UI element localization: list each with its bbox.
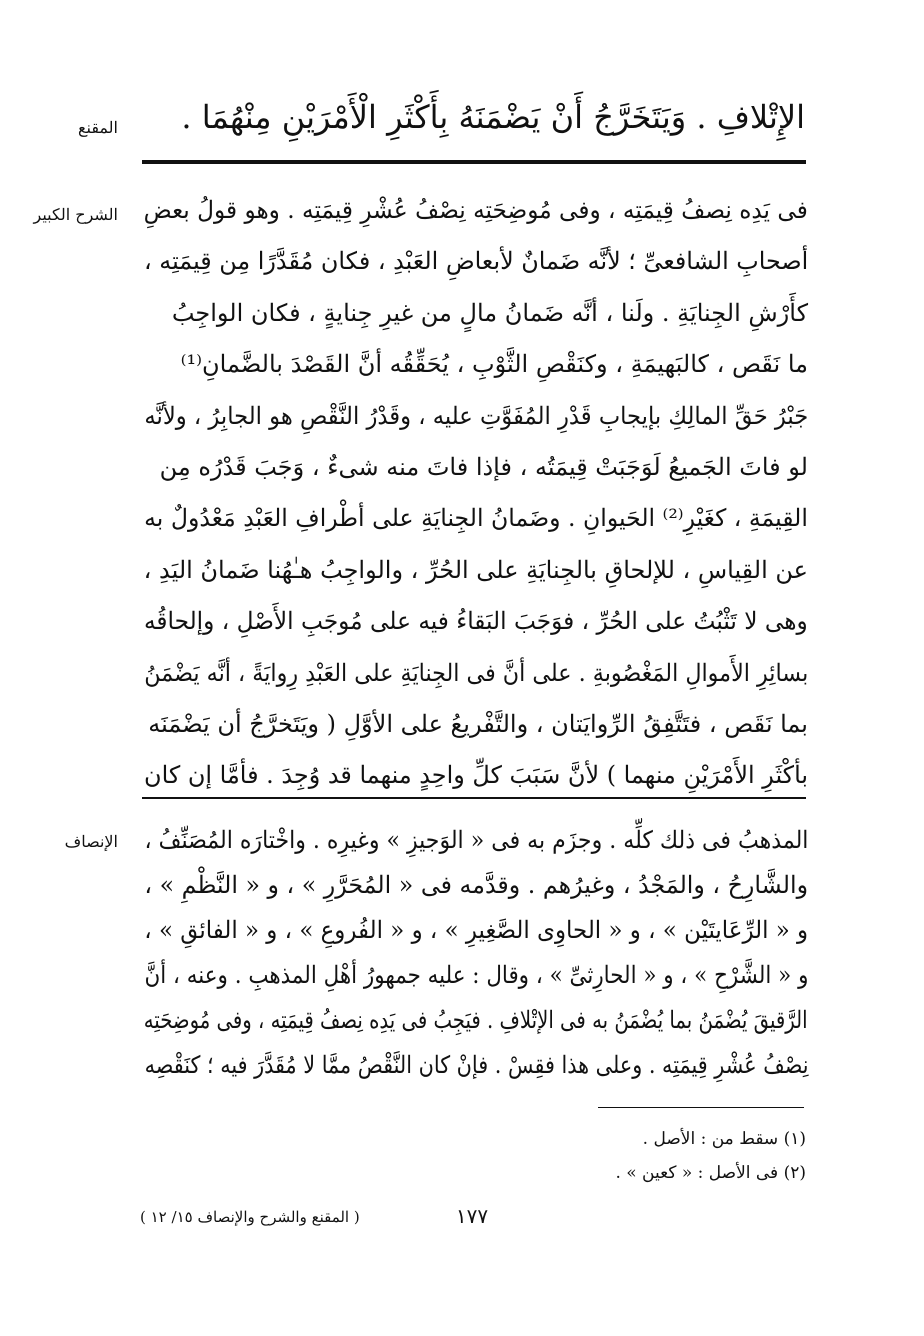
sharh-line: فى يَدِه نِصفُ قِيمَتِه ، وفى مُوضِحَتِه نِصْفُ عُشْرِ قِيمَتِه . وهو قولُ بعضِ xyxy=(143,196,808,224)
footnote-line: (١) سقط من : الأصل . xyxy=(642,1129,806,1149)
insaf-line: نِصْفُ عُشْرِ قِيمَتِه . وعلى هذا فقِسْ . فإنْ كان النَّقْصُ ممَّا لا مُقَدَّرَ فيه ؛ كنَقْصِه xyxy=(144,1051,808,1079)
insaf-line: الرَّقيقَ يُضْمَنُ بما يُضْمَنُ به فى الإتْلافِ . فيَجِبُ فى يَدِه نِصفُ قِيمَتِه ، وفى مُوضِحَتِه xyxy=(144,1006,808,1034)
insaf-line: و « الشَّرْحِ » ، و « الحارِثىِّ » ، وقال : عليه جمهورُ أهْلِ المذهبِ . وعنه ، أنَّ xyxy=(144,961,808,989)
matn-text: الإِتْلافِ . وَيَتَخَرَّجُ أَنْ يَضْمَنَهُ بِأَكْثَرِ الْأَمْرَيْنِ مِنْهُمَا . xyxy=(181,98,805,136)
margin-label-muqni: المقنع xyxy=(77,118,118,137)
sharh-line: وهى لا تَثْبُتُ على الحُرِّ ، فوَجَبَ البَقاءُ فيه على مُوجَبِ الأَصْلِ ، وإلحاقُه xyxy=(144,607,808,636)
sharh-divider xyxy=(142,797,806,799)
sharh-line: بما نَقَص ، فتَتَّفِقُ الرِّوايَتان ، والتَّفْريعُ على الأوَّلِ ( ويَتَخرَّجُ أن يَضْمَنَه xyxy=(148,709,808,738)
insaf-line: و « الرِّعَايتَيْن » ، و « الحاوِى الصَّغِيرِ » ، و « الفُروعِ » ، و « الفائقِ » ، xyxy=(144,916,808,944)
sharh-line: بأكْثَرِ الأَمْرَيْنِ منهما ) لأنَّ سَبَبَ كلِّ واحِدٍ منهما قد وُجِدَ . فأمَّا إن كان xyxy=(143,761,808,790)
sharh-line: لو فاتَ الجَميعُ لَوَجَبَتْ قِيمَتُه ، فإذا فاتَ منه شىءٌ ، وَجَبَ قَدْرُه مِن xyxy=(159,452,808,481)
page-number: ١٧٧ xyxy=(455,1204,489,1228)
sharh-line: أصحابِ الشافعىِّ ؛ لأنَّه ضَمانٌ لأبعاضِ العَبْدِ ، فكان مُقَدَّرًا مِن قِيمَتِه ، xyxy=(143,247,808,276)
sharh-line: جَبْرُ حَقِّ المالِكِ بإيجابِ قَدْرِ المُفَوَّتِ عليه ، وقَدْرُ النَّقْصِ هو الجابِرُ ، ولأنَّه xyxy=(144,401,808,430)
sharh-line: عن القِياسِ ، للإلحاقِ بالجِنايَةِ على الحُرِّ ، والواجِبُ هـٰهُنا ضَمانُ اليَدِ ، xyxy=(143,555,808,584)
sharh-line: القِيمَةِ ، كغَيْرِ⁽²⁾ الحَيوانِ . وضَمانُ الجِنايَةِ على أطْرافِ العَبْدِ مَعْدُولٌ به xyxy=(144,504,808,533)
footnote-line: (٢) فى الأصل : « كعين » . xyxy=(615,1163,806,1183)
insaf-line: والشَّارِحُ ، والمَجْدُ ، وغيرُهم . وقدَّمه فى « المُحَرَّرِ » ، و « النَّظْمِ » ، xyxy=(144,871,808,899)
margin-label-sharh: الشرح الكبير xyxy=(33,205,118,224)
signature-mark: ( المقنع والشرح والإنصاف ١٥/ ١٢ ) xyxy=(140,1208,360,1226)
insaf-line: المذهبُ فى ذلك كلِّه . وجزَم به فى « الوَجيزِ » وغيرِه . واخْتارَه المُصَنِّفُ ، xyxy=(144,826,808,854)
sharh-block xyxy=(140,185,808,802)
footnote-divider xyxy=(598,1107,804,1108)
sharh-line: بسائِرِ الأَموالِ المَغْصُوبةِ . على أنَّ فى الجِنايَةِ على العَبْدِ رِوايَةً ، أنَّه يَضْمَنُ xyxy=(143,658,808,687)
insaf-block xyxy=(140,818,808,1088)
margin-label-insaf: الإنصاف xyxy=(64,832,118,851)
sharh-line: ما نَقَص ، كالبَهيمَةِ ، وكنَقْصِ الثَّوْبِ ، يُحَقِّقُه أنَّ القَصْدَ بالضَّمانِ⁽¹⁾ xyxy=(180,350,808,379)
matn-divider xyxy=(142,160,806,164)
sharh-line: كأَرْشِ الجِنايَةِ . ولَنا ، أنَّه ضَمانُ مالٍ من غيرِ جِنايةٍ ، فكان الواجِبُ xyxy=(171,298,808,327)
footnotes-block xyxy=(480,1122,806,1190)
